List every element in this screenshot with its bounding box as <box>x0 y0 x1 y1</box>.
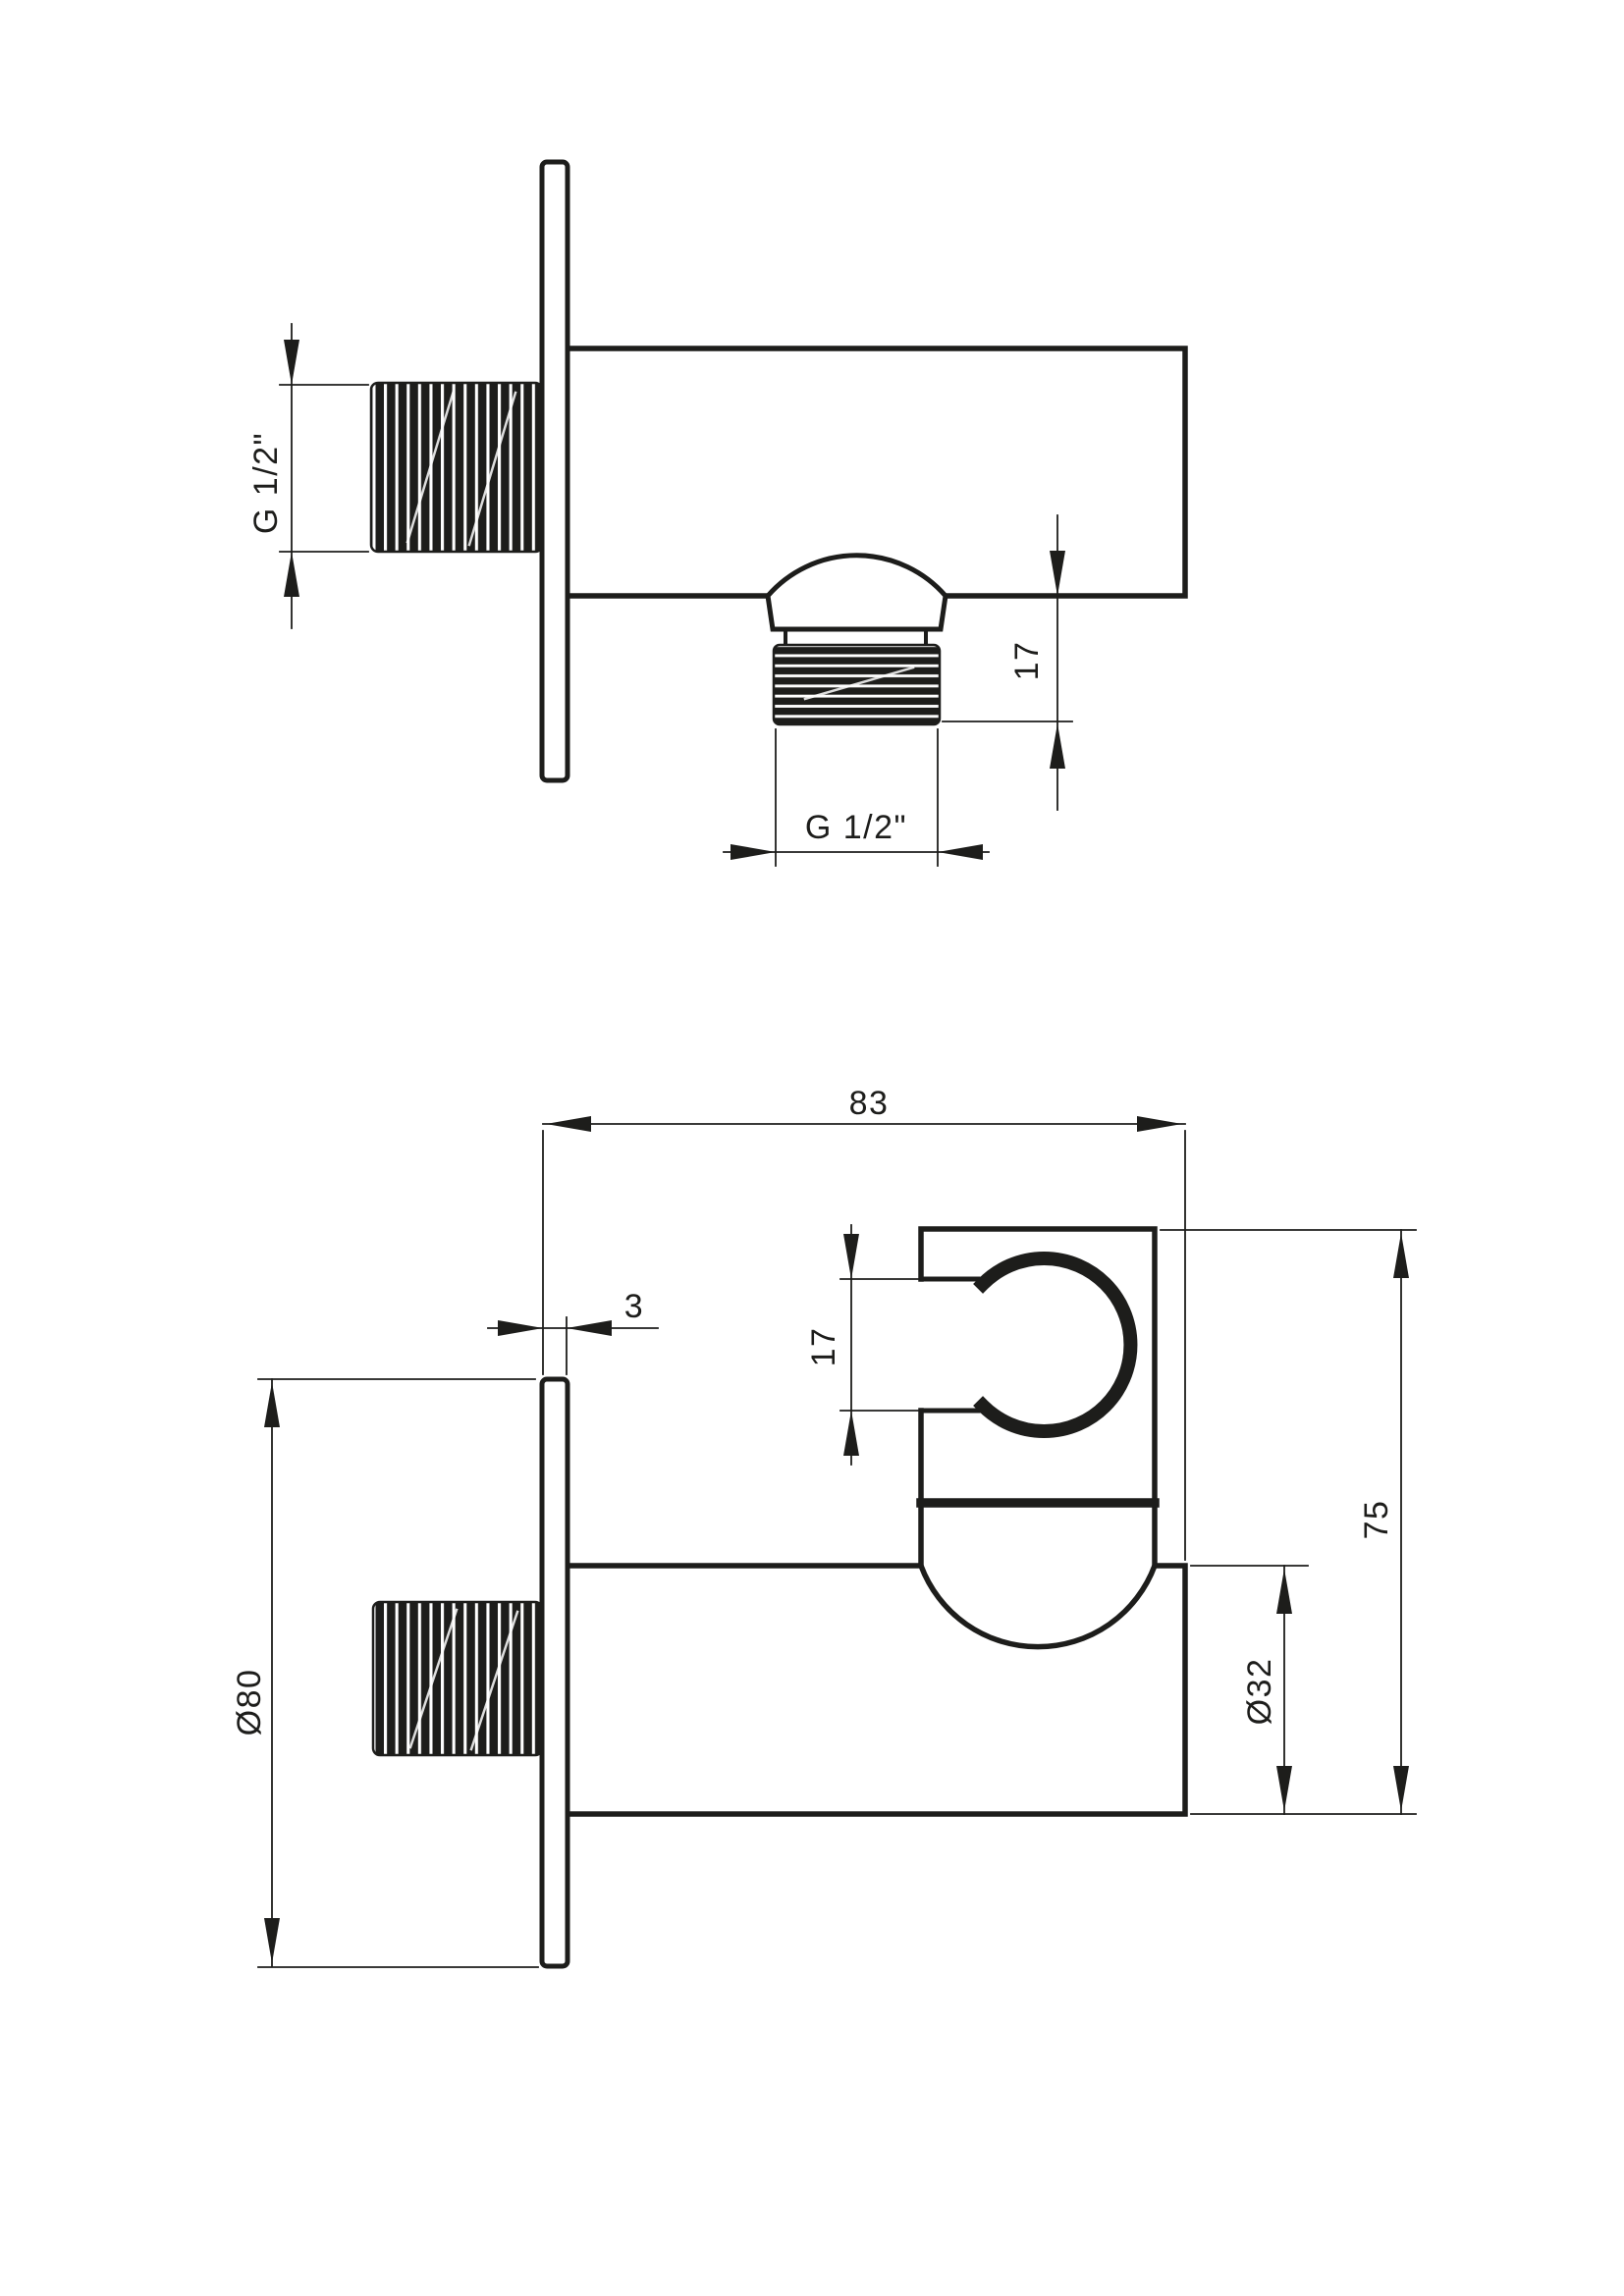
top-view-outlet-thread <box>774 645 940 724</box>
plate-thickness-label: 3 <box>623 1288 645 1325</box>
top-view-outlet-length-label: 17 <box>1008 640 1046 681</box>
bottom-view-inlet-thread <box>373 1602 542 1755</box>
top-view-outlet-thread-label: G 1/2" <box>804 809 908 846</box>
bottom-view-wall-plate <box>542 1379 568 1966</box>
body-diameter-label: Ø32 <box>1241 1657 1278 1726</box>
top-view-inlet-thread-label: G 1/2" <box>247 431 285 535</box>
overall-width-label: 83 <box>848 1085 890 1122</box>
holder-slot-label: 17 <box>805 1326 842 1367</box>
top-view-wall-plate <box>542 162 568 780</box>
overall-height-label: 75 <box>1358 1499 1395 1540</box>
top-view-inlet-thread <box>371 383 542 552</box>
plate-diameter-label: Ø80 <box>231 1668 268 1736</box>
